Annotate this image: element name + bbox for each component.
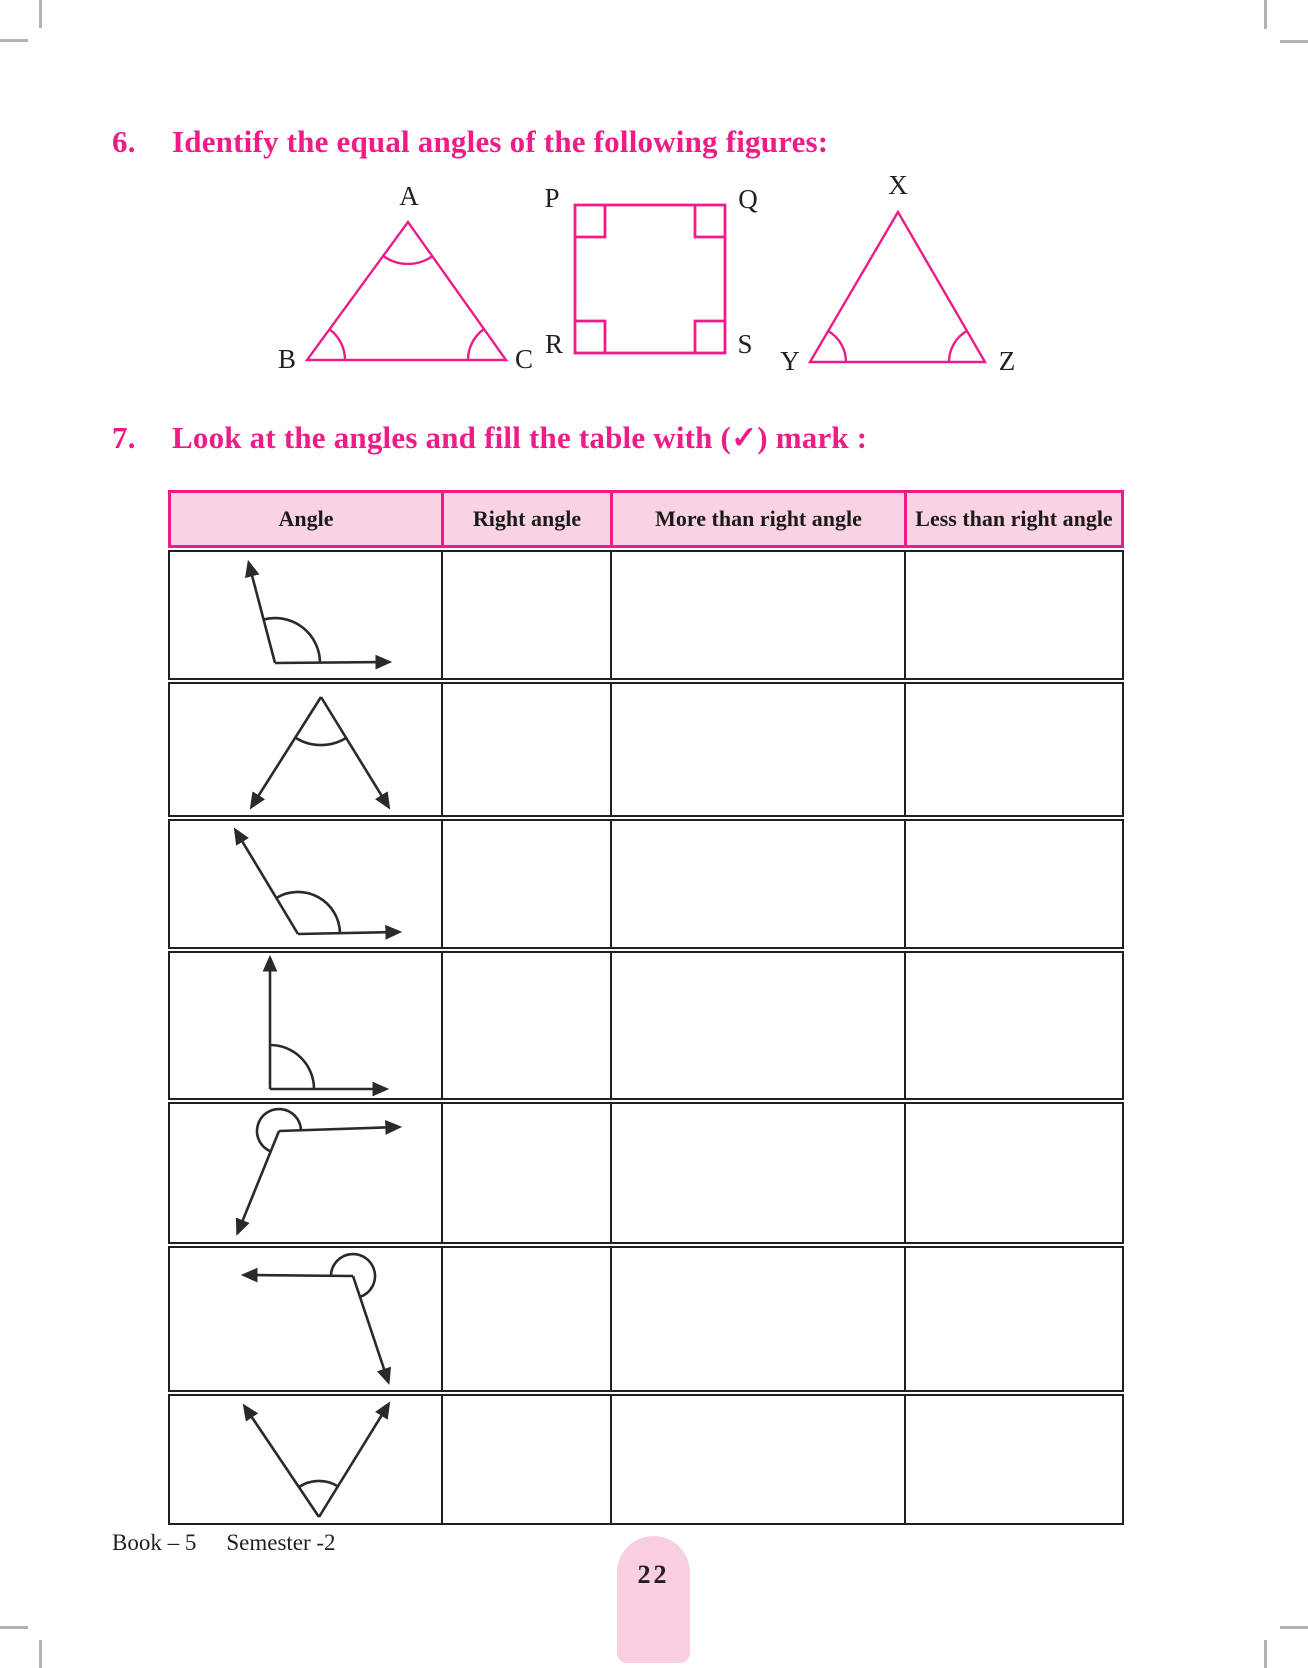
page-number: 22 (637, 1560, 670, 1589)
triangle-abc-outline (307, 222, 506, 360)
question-6-heading (112, 124, 828, 160)
triangle-xyz-outline (810, 212, 985, 362)
right-angle-mark-s (695, 321, 725, 353)
angle-arc-z (949, 331, 967, 362)
answer-cell-right-angle[interactable] (443, 1104, 612, 1242)
answer-cell-right-angle[interactable] (443, 1248, 612, 1390)
triangle-abc-figure (295, 210, 520, 370)
answer-cell-more-than-right-angle[interactable] (612, 821, 906, 947)
answer-cell-less-than-right-angle[interactable] (906, 1396, 1122, 1523)
crop-mark-top-left-h (0, 39, 28, 42)
question-7-title: Look at the angles and fill the table with (✓) mark : (172, 420, 868, 455)
table-row (168, 819, 1124, 949)
answer-cell-right-angle[interactable] (443, 552, 612, 678)
angle-arc-b (330, 329, 346, 360)
answer-cell-right-angle[interactable] (443, 1396, 612, 1523)
angle-figure-cell (170, 1248, 443, 1390)
crop-mark-bottom-left-v (39, 1640, 42, 1668)
angle-figure-obtuse-up-left (170, 821, 440, 947)
table-row (168, 951, 1124, 1100)
answer-cell-less-than-right-angle[interactable] (906, 552, 1122, 678)
crop-mark-top-right-h (1280, 40, 1308, 43)
table-header-row (168, 490, 1124, 548)
answer-cell-less-than-right-angle[interactable] (906, 684, 1122, 815)
footer-book-label: Book – 5 (112, 1530, 197, 1555)
question-7-heading (112, 420, 867, 456)
answer-cell-more-than-right-angle[interactable] (612, 1248, 906, 1390)
angle-arc-a (383, 256, 432, 264)
angle-arc-c (468, 329, 484, 360)
header-right-angle: Right angle (444, 493, 613, 545)
crop-mark-bottom-left-h (0, 1626, 28, 1629)
answer-cell-less-than-right-angle[interactable] (906, 821, 1122, 947)
square-pqrs-figure (568, 198, 732, 360)
table-row (168, 1394, 1124, 1525)
angle-figure-obtuse-up (170, 552, 440, 678)
angle-figure-cell (170, 1396, 443, 1523)
answer-cell-more-than-right-angle[interactable] (612, 1104, 906, 1242)
question-6-title: Identify the equal angles of the following figures: (172, 124, 829, 159)
vertex-label-b: B (277, 344, 297, 374)
vertex-label-y: Y (780, 346, 800, 376)
table-row (168, 1102, 1124, 1244)
table-row (168, 1246, 1124, 1392)
vertex-label-c: C (514, 344, 534, 374)
answer-cell-more-than-right-angle[interactable] (612, 684, 906, 815)
angle-figure-cell (170, 684, 443, 815)
table-row (168, 682, 1124, 817)
vertex-label-s: S (737, 329, 753, 359)
footer (112, 1530, 336, 1556)
header-angle: Angle (171, 493, 444, 545)
square-pqrs-outline (575, 205, 725, 353)
footer-semester-label: Semester -2 (226, 1530, 336, 1555)
table-row (168, 550, 1124, 680)
angle-figure-cell (170, 821, 443, 947)
crop-mark-bottom-right-v (1264, 1640, 1267, 1668)
angles-table (168, 490, 1124, 1525)
crop-mark-top-right-v (1264, 0, 1267, 29)
answer-cell-right-angle[interactable] (443, 953, 612, 1098)
right-angle-mark-p (575, 205, 605, 237)
answer-cell-more-than-right-angle[interactable] (612, 953, 906, 1098)
vertex-label-x: X (888, 170, 908, 200)
angle-figure-cell (170, 1104, 443, 1242)
page-number-tab (617, 1536, 690, 1663)
header-less-than-right-angle: Less than right angle (915, 506, 1113, 531)
answer-cell-right-angle[interactable] (443, 821, 612, 947)
triangle-xyz-figure (795, 200, 1005, 370)
crop-mark-top-left-v (39, 0, 42, 28)
answer-cell-more-than-right-angle[interactable] (612, 552, 906, 678)
angle-figure-acute-down-v (170, 684, 440, 815)
angle-figure-acute-up-v (170, 1396, 440, 1523)
vertex-label-z: Z (998, 346, 1016, 376)
angle-figure-cell (170, 552, 443, 678)
question-6-number: 6. (112, 124, 136, 159)
vertex-label-r: R (544, 329, 564, 359)
angle-figure-right-angle (170, 953, 440, 1098)
right-angle-mark-q (695, 205, 725, 237)
vertex-label-q: Q (738, 184, 758, 214)
angle-figure-cell (170, 953, 443, 1098)
vertex-label-p: P (544, 183, 560, 213)
answer-cell-right-angle[interactable] (443, 684, 612, 815)
angle-arc-y (828, 331, 846, 362)
crop-mark-bottom-right-h (1280, 1626, 1308, 1629)
angle-figure-reflex-down-left (170, 1104, 440, 1242)
answer-cell-more-than-right-angle[interactable] (612, 1396, 906, 1523)
header-more-than-right-angle: More than right angle (613, 493, 907, 545)
answer-cell-less-than-right-angle[interactable] (906, 1104, 1122, 1242)
answer-cell-less-than-right-angle[interactable] (906, 1248, 1122, 1390)
angle-figure-reflex-down-right (170, 1248, 440, 1390)
answer-cell-less-than-right-angle[interactable] (906, 953, 1122, 1098)
question-7-number: 7. (112, 420, 136, 455)
vertex-label-a: A (399, 181, 419, 211)
right-angle-mark-r (575, 321, 605, 353)
